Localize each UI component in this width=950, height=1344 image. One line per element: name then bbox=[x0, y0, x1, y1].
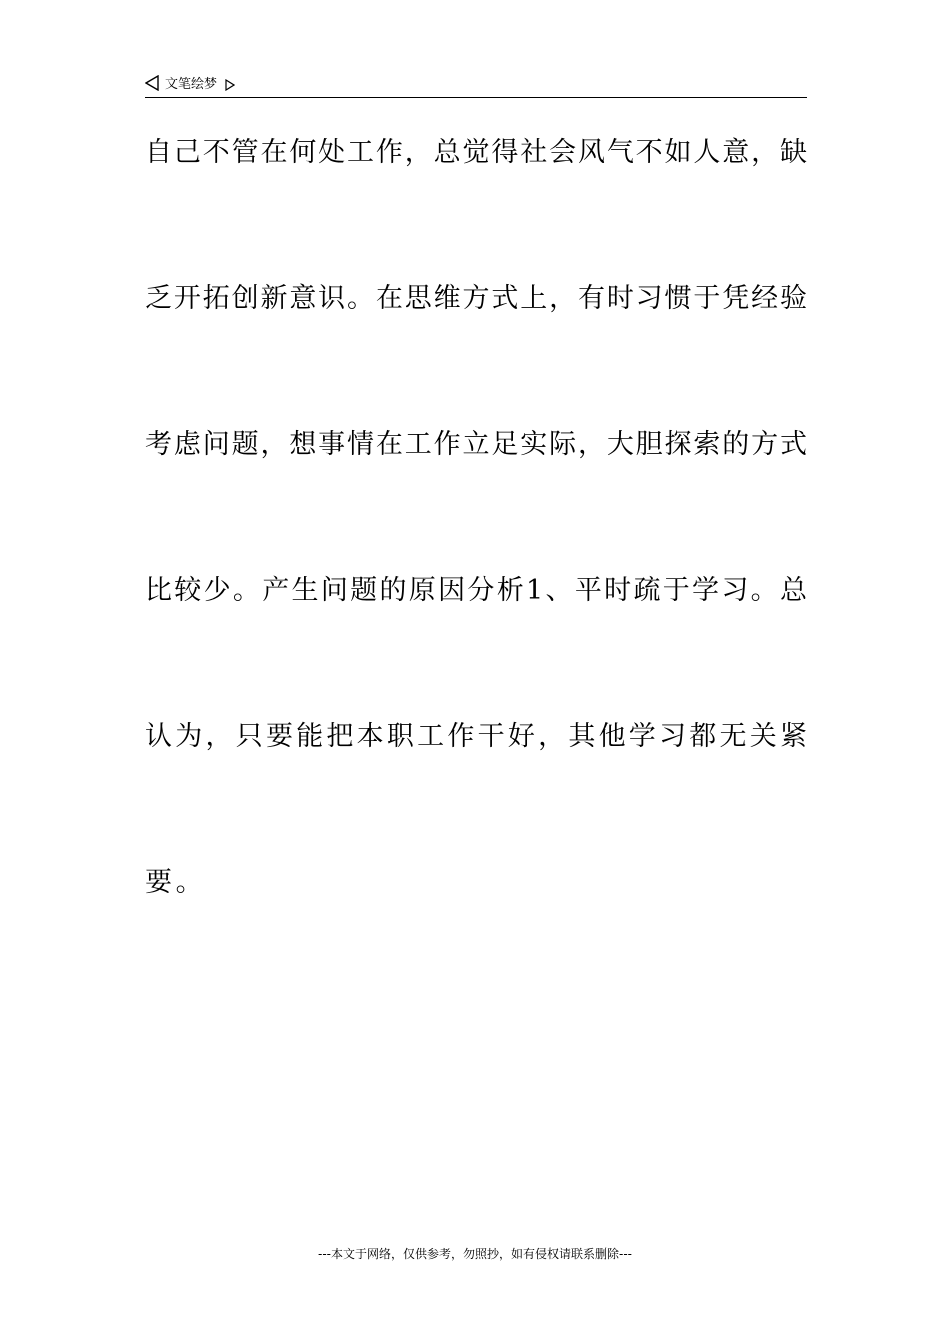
body-line: 考虑问题，想事情在工作立足实际，大胆探索的方式 bbox=[145, 429, 807, 460]
body-line: 要。 bbox=[145, 867, 207, 898]
triangle-left-outline-icon bbox=[145, 75, 159, 95]
document-body bbox=[145, 128, 807, 1004]
body-line: 认为，只要能把本职工作干好，其他学习都无关紧 bbox=[145, 721, 807, 752]
footer-notice: ---本文于网络，仅供参考，勿照抄，如有侵权请联系删除--- bbox=[318, 1247, 632, 1261]
body-line: 乏开拓创新意识。在思维方式上，有时习惯于凭经验 bbox=[145, 283, 807, 314]
header-title: 文笔绘梦 bbox=[165, 77, 218, 92]
header-divider bbox=[145, 97, 807, 98]
page-header bbox=[145, 72, 807, 98]
body-line: 自己不管在何处工作，总觉得社会风气不如人意，缺 bbox=[145, 137, 807, 168]
triangle-right-outline-icon bbox=[225, 79, 235, 91]
body-line: 比较少。产生问题的原因分析1、平时疏于学习。总 bbox=[145, 575, 807, 606]
